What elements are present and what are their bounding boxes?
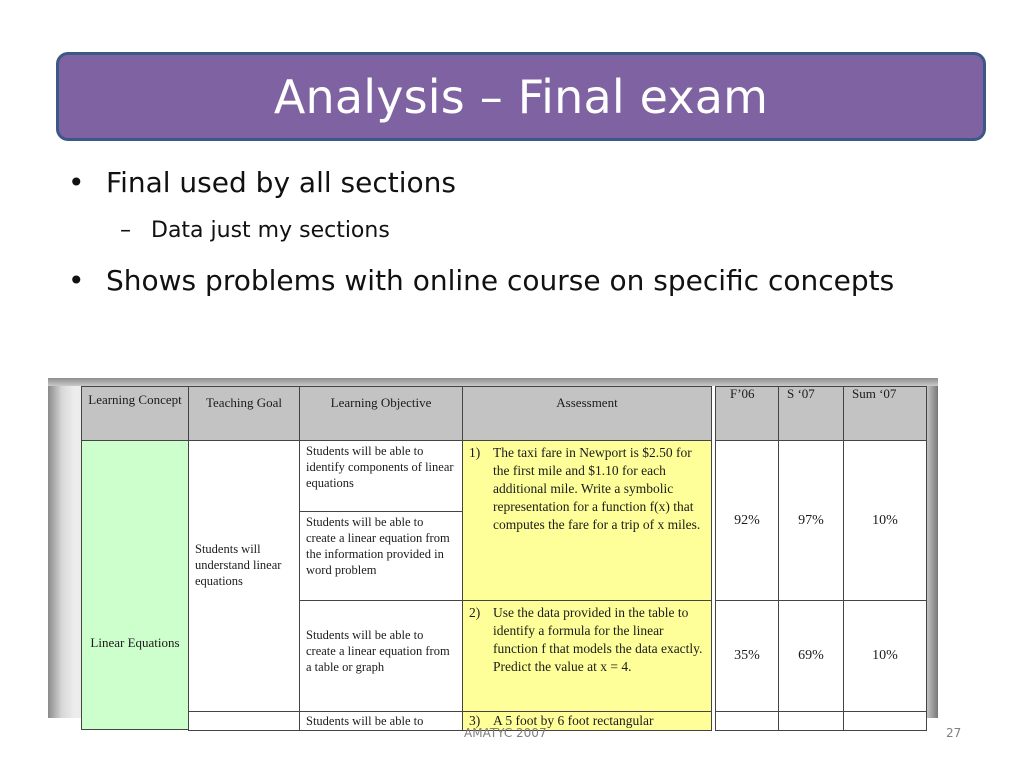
table-image-frame bbox=[48, 378, 938, 728]
bullet-text: Shows problems with online course on specific concepts bbox=[106, 264, 895, 297]
assessment-text: The taxi fare in Newport is $2.50 for the first mile and $1.10 for each additional mile. Write a symbolic representation for a function f(x) that computes the fare for a trip of x miles. bbox=[493, 445, 701, 532]
result-s07: 97% bbox=[778, 440, 844, 601]
footer-text: AMATYC 2007 bbox=[464, 726, 547, 740]
result-s07: 69% bbox=[778, 600, 844, 712]
teaching-goal-cell bbox=[188, 711, 300, 731]
header-assessment: Assessment bbox=[462, 386, 712, 441]
slide-title: Analysis – Final exam bbox=[273, 69, 769, 124]
assessment-cell bbox=[462, 440, 712, 601]
bullet-marker: • bbox=[68, 264, 85, 297]
sub-bullet-marker: – bbox=[120, 218, 131, 243]
slide-title-box bbox=[56, 52, 986, 141]
concept-cell: Linear Equations bbox=[81, 440, 189, 730]
assessment-cell bbox=[462, 600, 712, 712]
assessment-text: Use the data provided in the table to identify a formula for the linear function f that models the data exactly. Predict the value at x = 4. bbox=[493, 605, 703, 674]
sub-bullet-text: Data just my sections bbox=[151, 218, 390, 243]
result-f06: 35% bbox=[715, 600, 779, 712]
assessment-text: A 5 foot by 6 foot rectangular bbox=[493, 713, 654, 728]
result-s07 bbox=[778, 711, 844, 731]
result-f06: 92% bbox=[715, 440, 779, 601]
result-sum07: 10% bbox=[843, 440, 927, 601]
assessment-number: 1) bbox=[469, 445, 481, 460]
header-sum07: Sum ‘07 bbox=[843, 386, 927, 441]
result-sum07: 10% bbox=[843, 600, 927, 712]
assessment-table bbox=[81, 386, 927, 728]
header-learning-concept: Learning Concept bbox=[81, 386, 189, 441]
assessment-number: 3) bbox=[469, 713, 481, 728]
header-s07: S ‘07 bbox=[778, 386, 844, 441]
objective-cell: Students will be able to create a linear equation from the information provided in word problem bbox=[299, 511, 463, 601]
bullet-marker: • bbox=[68, 166, 85, 199]
result-sum07 bbox=[843, 711, 927, 731]
header-learning-objective: Learning Objective bbox=[299, 386, 463, 441]
objective-cell: Students will be able to bbox=[299, 711, 463, 731]
slide-number: 27 bbox=[946, 726, 962, 740]
assessment-number: 2) bbox=[469, 605, 481, 620]
objective-cell: Students will be able to identify components of linear equations bbox=[299, 440, 463, 512]
header-f06: F’06 bbox=[715, 386, 779, 441]
teaching-goal-cell: Students will understand linear equations bbox=[188, 440, 300, 712]
bullet-text: Final used by all sections bbox=[106, 166, 456, 199]
header-teaching-goal: Teaching Goal bbox=[188, 386, 300, 441]
result-f06 bbox=[715, 711, 779, 731]
objective-cell: Students will be able to create a linear equation from a table or graph bbox=[299, 600, 463, 712]
